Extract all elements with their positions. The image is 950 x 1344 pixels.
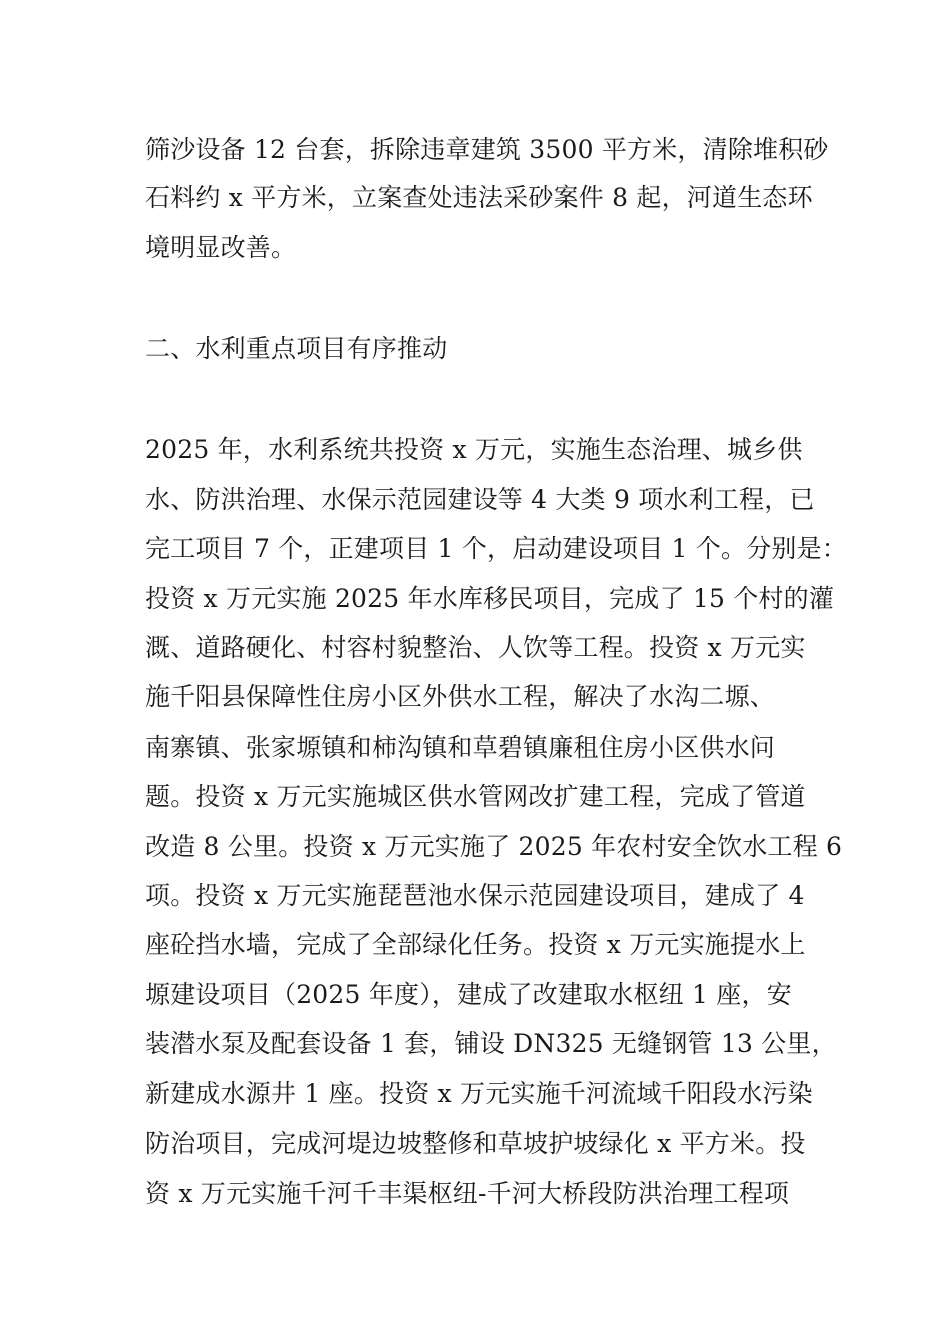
body-text-line: 筛沙设备 12 台套，拆除违章建筑 3500 平方米，清除堆积砂	[145, 135, 829, 164]
body-text-line: 水、防洪治理、水保示范园建设等 4 大类 9 项水利工程，已	[145, 485, 815, 514]
body-text-line: 完工项目 7 个，正建项目 1 个，启动建设项目 1 个。分别是：	[145, 534, 847, 563]
body-text-line: 装潜水泵及配套设备 1 套，铺设 DN325 无缝钢管 13 公里，	[145, 1029, 837, 1058]
body-text-line: 溉、道路硬化、村容村貌整治、人饮等工程。投资 x 万元实	[145, 633, 806, 662]
body-text-line: 投资 x 万元实施 2025 年水库移民项目，完成了 15 个村的灌	[145, 584, 835, 613]
body-text-line: 防治项目，完成河堤边坡整修和草坡护坡绿化 x 平方米。投	[145, 1129, 806, 1158]
body-text-line: 新建成水源井 1 座。投资 x 万元实施千河流域千阳段水污染	[145, 1079, 813, 1108]
body-text-line: 塬建设项目（2025 年度），建成了改建取水枢纽 1 座，安	[145, 980, 792, 1009]
body-text-line: 资 x 万元实施千河千丰渠枢纽-千河大桥段防洪治理工程项	[145, 1179, 790, 1208]
section-heading: 二、水利重点项目有序推动	[145, 334, 448, 363]
body-text-line: 境明显改善。	[145, 233, 297, 262]
body-text-line: 石料约 x 平方米，立案查处违法采砂案件 8 起，河道生态环	[145, 183, 813, 212]
body-text-line: 项。投资 x 万元实施琵琶池水保示范园建设项目，建成了 4	[145, 881, 805, 910]
body-text-line: 2025 年，水利系统共投资 x 万元，实施生态治理、城乡供	[145, 435, 803, 464]
body-text-line: 题。投资 x 万元实施城区供水管网改扩建工程，完成了管道	[145, 782, 806, 811]
body-text-line: 改造 8 公里。投资 x 万元实施了 2025 年农村安全饮水工程 6	[145, 832, 843, 861]
body-text-line: 施千阳县保障性住房小区外供水工程，解决了水沟二塬、	[145, 682, 776, 711]
body-text-line: 南寨镇、张家塬镇和柿沟镇和草碧镇廉租住房小区供水问	[145, 733, 776, 762]
body-text-line: 座砼挡水墙，完成了全部绿化任务。投资 x 万元实施提水上	[145, 930, 806, 959]
